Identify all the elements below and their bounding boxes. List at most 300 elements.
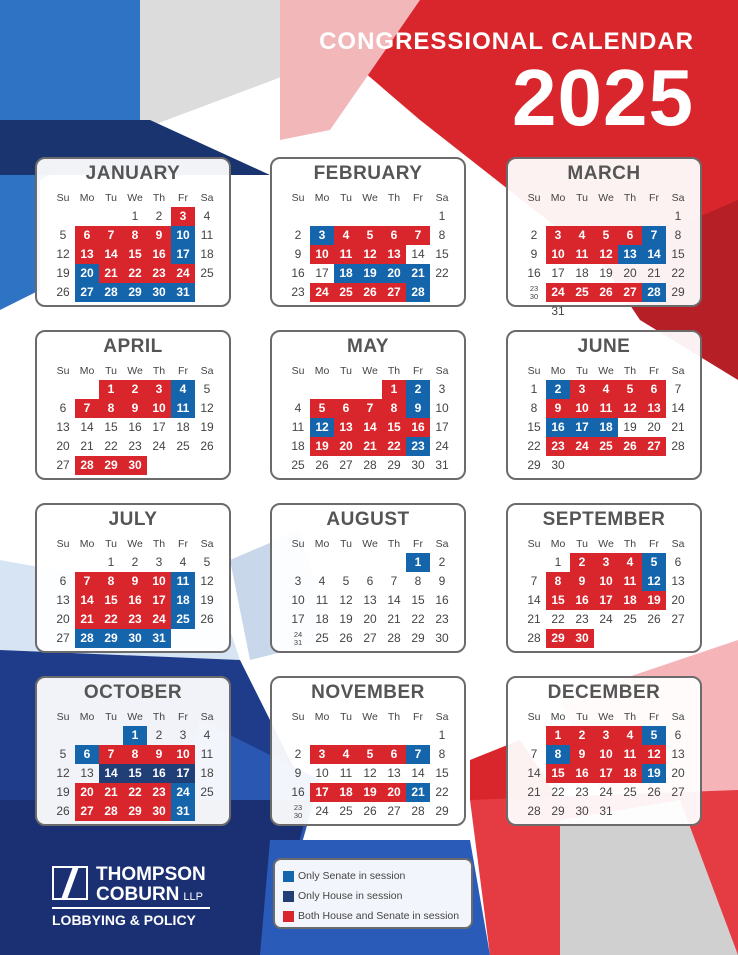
day-cell: 27 [363,631,377,645]
day-cell: 1 [107,555,115,569]
day-cell: 15 [123,764,147,783]
month-name: JUNE [577,336,631,357]
day-cell: 28 [75,629,99,648]
day-cell: 26 [200,612,214,626]
logo-line-2 [96,884,203,906]
day-cell: 21 [671,420,685,434]
day-cell: 15 [382,418,406,437]
weekday-label: Th [623,711,637,723]
day-cell: 16 [570,591,594,610]
day-cell: 16 [147,245,171,264]
day-cell: 8 [438,228,446,242]
day-cell: 18 [171,591,195,610]
day-cell: 24 [570,437,594,456]
day-cell: 5 [642,553,666,572]
day-cell: 2 [294,747,302,761]
month-name: OCTOBER [83,682,183,703]
day-cell: 7 [75,572,99,591]
day-cell: 5 [59,228,67,242]
weekday-label: We [598,711,614,723]
day-cell: 22 [671,266,685,280]
day-cell: 27 [618,283,642,302]
day-cell: 15 [435,247,449,261]
weekday-label: We [127,711,143,723]
day-cell: 9 [294,247,302,261]
day-cell: 5 [594,226,618,245]
day-cell: 27 [56,458,70,472]
weekday-label: Fr [178,192,188,204]
day-cell: 18 [176,420,190,434]
day-cell: 17 [435,420,449,434]
day-cell: 31 [171,802,195,821]
legend-label-house: Only House in session [298,890,403,902]
day-cell: 26 [315,458,329,472]
day-cell: 23 [406,437,430,456]
weekday-label: Su [56,711,70,723]
day-cell: 15 [671,247,685,261]
day-cell: 20 [363,612,377,626]
weekday-label: Tu [340,711,352,723]
legend-label-senate: Only Senate in session [298,870,406,882]
weekday-label: Sa [200,365,214,377]
legend-swatch-house [283,891,294,902]
day-cell: 15 [527,420,541,434]
day-cell: 1 [554,555,562,569]
day-cell: 14 [99,245,123,264]
day-cell: 13 [56,593,70,607]
day-cell: 23 [128,439,142,453]
day-cell: 16 [123,591,147,610]
day-cell: 5 [358,226,382,245]
day-cell: 15 [546,764,570,783]
weekday-label: Tu [576,365,588,377]
weekday-label: Su [291,365,305,377]
day-cell: 27 [382,283,406,302]
day-cell: 23 30 [293,803,303,820]
day-cell: 22 [551,612,565,626]
weekday-label: We [598,365,614,377]
legend-swatch-both [283,911,294,922]
weekday-label: Sa [671,365,685,377]
day-cell: 2 [155,209,163,223]
day-cell: 11 [315,593,329,607]
weekday-label: Th [152,711,166,723]
day-cell: 11 [339,766,353,780]
day-cell: 22 [123,264,147,283]
day-cell: 10 [594,572,618,591]
weekday-label: Fr [649,192,659,204]
logo-llp: LLP [183,891,203,903]
day-cell: 25 [200,266,214,280]
day-cell: 3 [594,726,618,745]
day-cell: 1 [438,728,446,742]
day-cell: 22 [104,439,118,453]
calendar-header [319,28,694,142]
day-cell: 16 [291,266,305,280]
day-cell: 28 [406,283,430,302]
day-cell: 6 [674,555,682,569]
day-cell: 3 [171,207,195,226]
day-cell: 16 [406,418,430,437]
day-cell: 30 [435,631,449,645]
day-cell: 28 [75,456,99,475]
weekday-label: Fr [649,711,659,723]
day-cell: 9 [530,247,538,261]
day-cell: 12 [56,766,70,780]
month-name: MAY [347,336,389,357]
day-cell: 25 [200,785,214,799]
month-name: NOVEMBER [311,682,425,703]
day-cell: 9 [406,399,430,418]
day-cell: 25 [315,631,329,645]
day-cell: 15 [411,593,425,607]
day-cell: 1 [131,209,139,223]
day-cell: 10 [147,399,171,418]
day-cell: 6 [366,574,374,588]
day-cell: 19 [56,785,70,799]
day-cell: 13 [671,747,685,761]
day-cell: 20 [671,766,685,780]
day-cell: 19 [310,437,334,456]
calendar-title: CONGRESSIONAL CALENDAR [319,28,694,55]
day-cell: 9 [570,745,594,764]
day-cell: 12 [310,418,334,437]
day-cell: 29 [123,802,147,821]
day-cell: 13 [618,245,642,264]
day-cell: 22 [411,612,425,626]
day-cell: 10 [147,572,171,591]
month-april [35,330,231,480]
weekday-label: Sa [671,192,685,204]
day-cell: 11 [618,745,642,764]
day-cell: 25 [291,458,305,472]
day-cell: 23 [546,437,570,456]
day-cell: 16 [291,785,305,799]
day-cell: 24 [599,785,613,799]
day-cell: 26 [363,804,377,818]
day-cell: 28 [671,439,685,453]
day-cell: 23 [575,612,589,626]
day-cell: 29 [671,285,685,299]
day-cell: 23 30 [529,284,539,301]
day-cell: 26 [56,804,70,818]
day-cell: 11 [334,245,358,264]
day-cell: 1 [438,209,446,223]
day-cell: 29 [123,283,147,302]
logo-name-coburn: COBURN [96,884,180,905]
day-cell: 13 [363,593,377,607]
day-cell: 4 [203,209,211,223]
day-cell: 13 [387,766,401,780]
day-cell: 23 [123,610,147,629]
month-november [270,676,466,826]
day-cell: 25 [623,785,637,799]
day-cell: 29 [411,631,425,645]
day-cell: 26 [647,785,661,799]
day-cell: 7 [406,226,430,245]
day-cell: 17 [594,591,618,610]
day-cell: 22 [99,610,123,629]
month-name: FEBRUARY [313,163,423,184]
logo-divider [52,907,210,909]
day-cell: 25 [171,610,195,629]
day-cell: 20 [671,593,685,607]
day-cell: 9 [147,226,171,245]
weekday-label: Fr [649,365,659,377]
day-cell: 6 [75,745,99,764]
day-cell: 8 [99,399,123,418]
day-cell: 11 [618,572,642,591]
weekday-label: Mo [79,365,95,377]
month-name: APRIL [103,336,163,357]
day-cell: 15 [99,591,123,610]
day-cell: 3 [179,728,187,742]
day-cell: 3 [147,380,171,399]
day-cell: 21 [80,439,94,453]
day-cell: 3 [594,553,618,572]
day-cell: 14 [411,247,425,261]
weekday-label: We [127,192,143,204]
day-cell: 17 [147,591,171,610]
weekday-label: Su [291,538,305,550]
day-cell: 12 [642,745,666,764]
month-july [35,503,231,653]
day-cell: 3 [310,745,334,764]
day-cell: 6 [75,226,99,245]
weekday-label: Th [387,365,401,377]
day-cell: 15 [435,766,449,780]
day-cell: 14 [80,420,94,434]
day-cell: 18 [200,766,214,780]
day-cell: 28 [527,631,541,645]
day-cell: 14 [671,401,685,415]
month-august [270,503,466,653]
day-cell: 7 [406,745,430,764]
day-cell: 12 [200,574,214,588]
day-cell: 12 [200,401,214,415]
day-cell: 19 [358,783,382,802]
day-cell: 2 [570,726,594,745]
day-cell: 7 [530,747,538,761]
month-march [506,157,702,318]
day-cell: 21 [647,266,661,280]
day-cell: 13 [334,418,358,437]
day-cell: 1 [674,209,682,223]
day-cell: 10 [435,401,449,415]
day-cell: 5 [203,555,211,569]
weekday-label: Tu [340,365,352,377]
weekday-label: Th [623,538,637,550]
day-cell: 10 [315,766,329,780]
day-cell: 3 [310,226,334,245]
day-cell: 24 [546,283,570,302]
day-cell: 18 [200,247,214,261]
day-cell: 23 [575,785,589,799]
day-cell: 30 [123,456,147,475]
day-cell: 5 [310,399,334,418]
day-cell: 3 [294,574,302,588]
day-cell: 11 [200,747,214,761]
day-cell: 8 [546,572,570,591]
day-cell: 6 [382,745,406,764]
day-cell: 27 [387,804,401,818]
weekday-label: We [598,538,614,550]
day-cell: 10 [291,593,305,607]
weekday-label: Mo [550,538,566,550]
weekday-label: Fr [413,365,423,377]
legend [273,858,473,929]
day-cell: 11 [594,399,618,418]
day-cell: 19 [642,591,666,610]
day-cell: 4 [334,226,358,245]
day-cell: 21 [99,783,123,802]
day-cell: 7 [99,745,123,764]
weekday-label: Mo [79,711,95,723]
day-cell: 24 [171,783,195,802]
day-cell: 19 [358,264,382,283]
day-cell: 30 [123,629,147,648]
day-cell: 4 [334,745,358,764]
day-cell: 8 [414,574,422,588]
day-cell: 29 [99,629,123,648]
day-cell: 12 [339,593,353,607]
day-cell: 29 [435,804,449,818]
day-cell: 7 [674,382,682,396]
day-cell: 18 [315,612,329,626]
day-cell: 4 [203,728,211,742]
weekday-label: Su [527,538,541,550]
day-cell: 17 [152,420,166,434]
day-cell: 14 [387,593,401,607]
day-cell: 9 [123,399,147,418]
weekday-label: Th [152,192,166,204]
day-cell: 16 [546,418,570,437]
day-cell: 24 [310,283,334,302]
day-cell: 10 [546,245,570,264]
day-cell: 26 [647,612,661,626]
day-cell: 20 [382,783,406,802]
weekday-label: Mo [314,192,330,204]
day-cell: 13 [75,245,99,264]
day-cell: 27 [75,802,99,821]
day-cell: 8 [123,226,147,245]
weekday-label: We [362,365,378,377]
day-cell: 9 [546,399,570,418]
weekday-label: Fr [413,192,423,204]
day-cell: 26 [200,439,214,453]
weekday-label: We [362,711,378,723]
day-cell: 10 [171,226,195,245]
day-cell: 17 [171,245,195,264]
weekday-label: Sa [200,192,214,204]
day-cell: 24 [171,264,195,283]
day-cell: 9 [570,572,594,591]
day-cell: 1 [99,380,123,399]
weekday-label: Tu [105,192,117,204]
day-cell: 16 [435,593,449,607]
weekday-label: Fr [178,538,188,550]
day-cell: 28 [99,802,123,821]
day-cell: 14 [358,418,382,437]
month-december [506,676,702,826]
day-cell: 22 [527,439,541,453]
day-cell: 26 [618,437,642,456]
weekday-label: Sa [435,192,449,204]
weekday-label: Mo [314,365,330,377]
day-cell: 1 [530,382,538,396]
day-cell: 14 [99,764,123,783]
weekday-label: Mo [550,365,566,377]
weekday-label: Fr [178,365,188,377]
day-cell: 22 [435,785,449,799]
month-january [35,157,231,307]
weekday-label: We [598,192,614,204]
day-cell: 8 [123,745,147,764]
day-cell: 11 [291,420,305,434]
legend-item-house [283,886,463,906]
day-cell: 14 [642,245,666,264]
weekday-label: Mo [79,192,95,204]
month-may [270,330,466,480]
day-cell: 7 [530,574,538,588]
weekday-label: Tu [340,538,352,550]
legend-item-both [283,906,463,926]
day-cell: 7 [75,399,99,418]
day-cell: 17 [310,783,334,802]
weekday-label: Sa [671,538,685,550]
day-cell: 20 [75,783,99,802]
month-name: JANUARY [85,163,181,184]
day-cell: 20 [75,264,99,283]
day-cell: 19 [642,764,666,783]
day-cell: 11 [200,228,214,242]
weekday-label: Th [152,538,166,550]
month-september [506,503,702,653]
day-cell: 17 [551,266,565,280]
day-cell: 20 [334,437,358,456]
weekday-label: Sa [435,711,449,723]
day-cell: 6 [382,226,406,245]
day-cell: 28 [99,283,123,302]
weekday-label: Th [387,711,401,723]
day-cell: 7 [642,226,666,245]
day-cell: 14 [527,593,541,607]
day-cell: 19 [200,420,214,434]
day-cell: 4 [318,574,326,588]
day-cell: 12 [363,766,377,780]
weekday-label: We [127,538,143,550]
day-cell: 14 [75,591,99,610]
day-cell: 28 [363,458,377,472]
month-name: MARCH [567,163,641,184]
day-cell: 20 [382,264,406,283]
day-cell: 29 [387,458,401,472]
day-cell: 25 [623,612,637,626]
day-cell: 31 [599,804,613,818]
weekday-label: Tu [105,538,117,550]
day-cell: 20 [647,420,661,434]
day-cell: 24 31 [293,630,303,647]
day-cell: 24 [152,439,166,453]
day-cell: 4 [294,401,302,415]
day-cell: 30 [570,629,594,648]
day-cell: 10 [171,745,195,764]
month-name: AUGUST [326,509,410,530]
day-cell: 4 [171,380,195,399]
day-cell: 16 [147,764,171,783]
weekday-label: Mo [314,711,330,723]
day-cell: 31 [551,304,565,318]
